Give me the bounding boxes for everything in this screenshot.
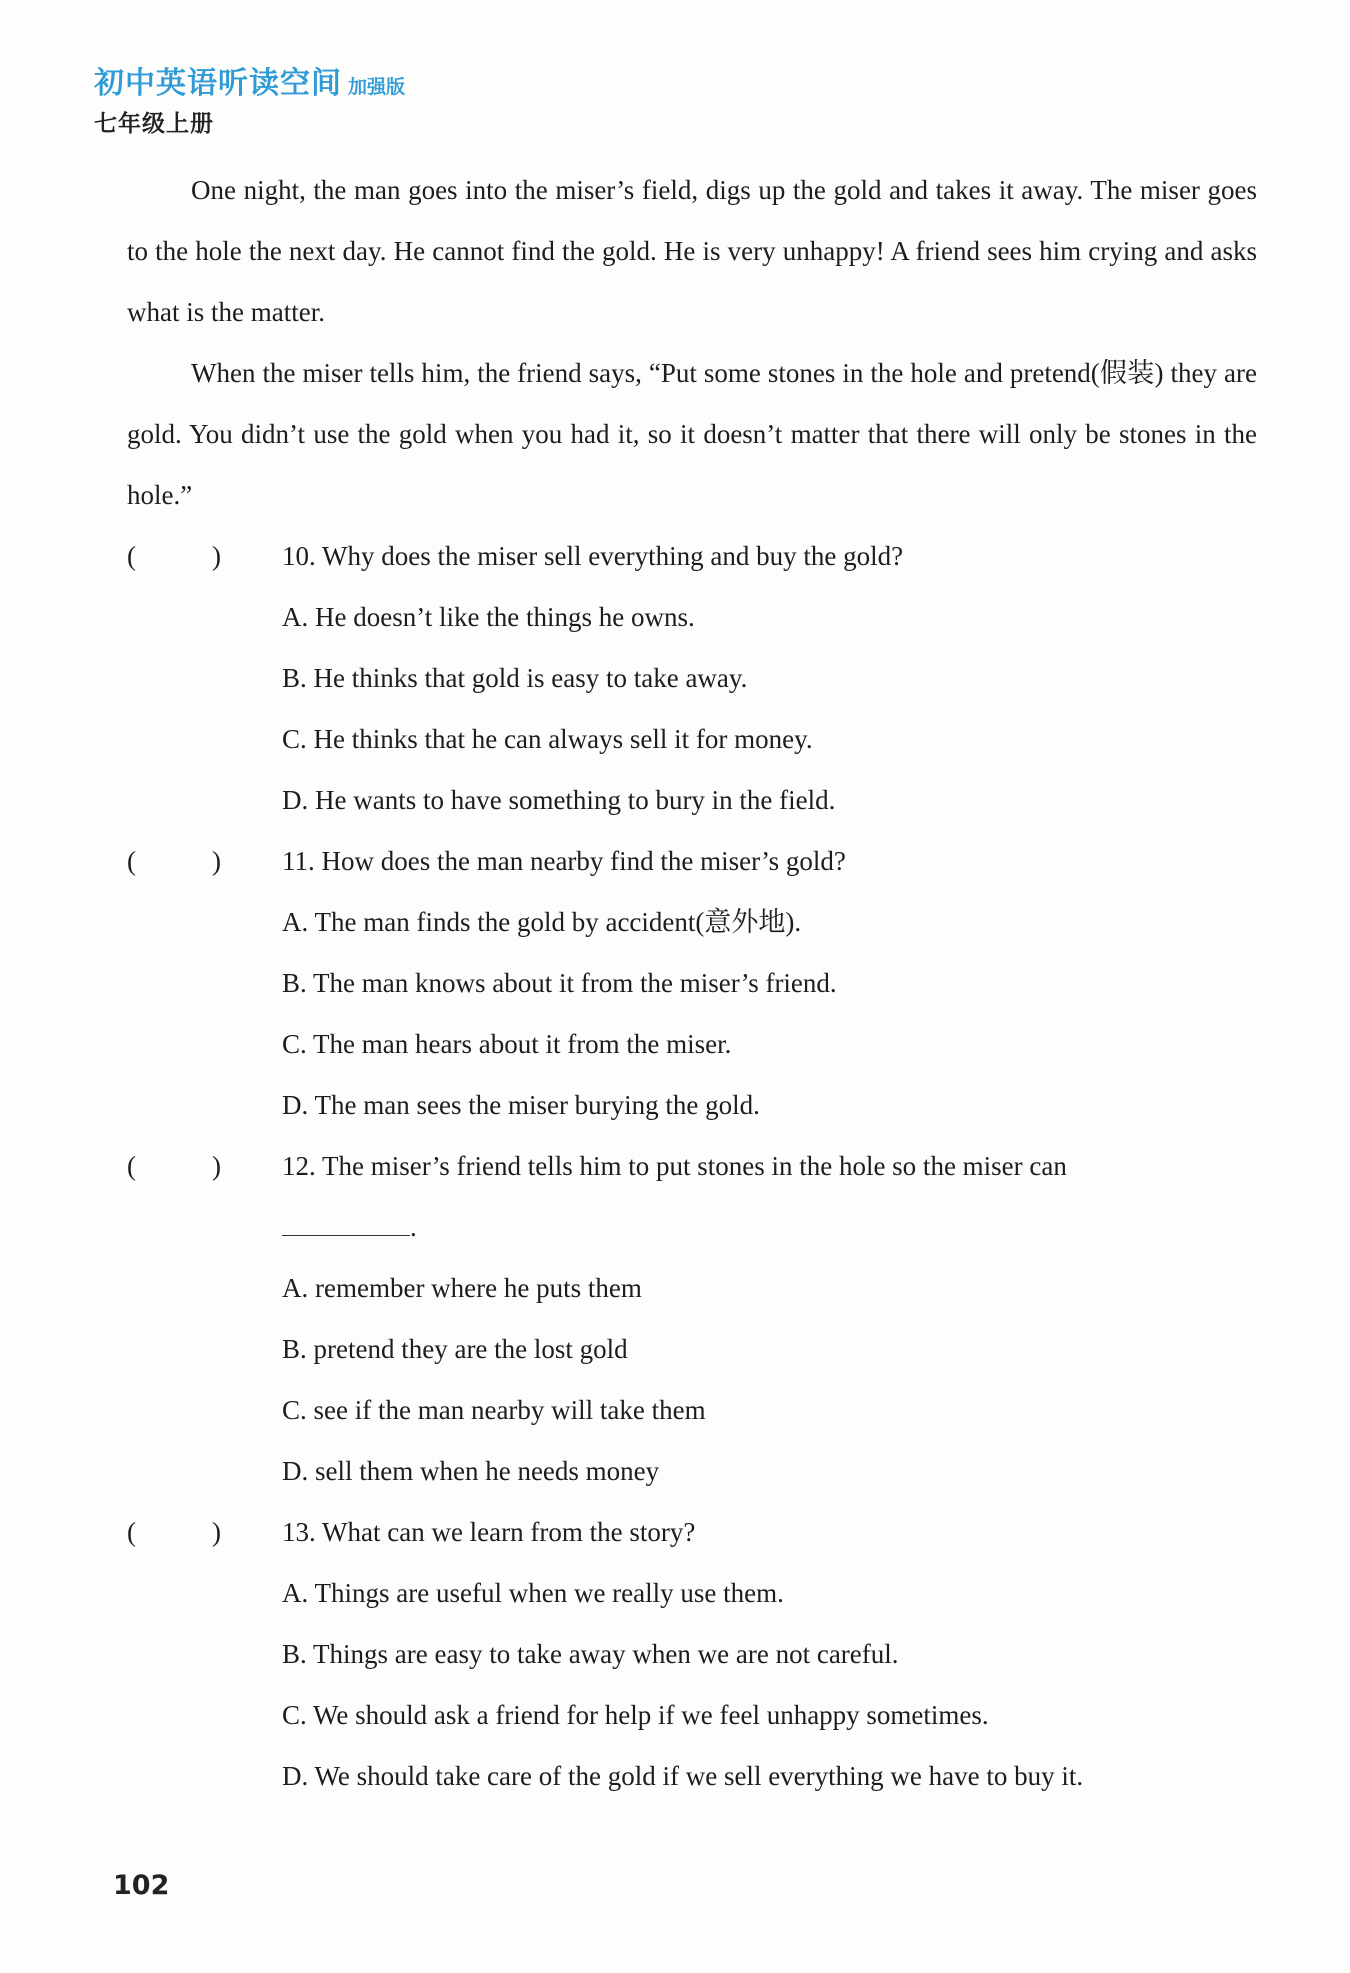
option: [127, 1746, 1257, 1807]
option-letter: D.: [282, 785, 309, 815]
option-letter: B.: [282, 663, 307, 693]
passage-paragraph: When the miser tells him, the friend says, “Put some stones in the hole and pretend(假装) they are gold. You didn’t use the gold when you had it, so it doesn’t matter that there will only be stones in the hole.”: [127, 358, 1257, 510]
option-letter: C.: [282, 1700, 307, 1730]
option-letter: A.: [282, 1273, 309, 1303]
option-text: pretend they are the lost gold: [313, 1334, 628, 1364]
option-letter: B.: [282, 1639, 307, 1669]
question-stem: Why does the miser sell everything and buy the gold?: [322, 541, 904, 571]
option: [127, 1258, 1257, 1319]
option-text: Things are easy to take away when we are not careful.: [313, 1639, 899, 1669]
option-text: The man knows about it from the miser’s friend.: [313, 968, 837, 998]
option: [127, 1319, 1257, 1380]
option: [127, 770, 1257, 831]
option-letter: A.: [282, 602, 309, 632]
option-text: He thinks that he can always sell it for money.: [313, 724, 813, 754]
book-title-text: 初中英语听读空间: [94, 66, 342, 101]
option-text: The man hears about it from the miser.: [313, 1029, 732, 1059]
question-number: 13.: [282, 1517, 316, 1547]
question-number: 12.: [282, 1151, 316, 1181]
question-stem: What can we learn from the story?: [322, 1517, 696, 1547]
question-stem: The miser’s friend tells him to put stones in the hole so the miser can: [322, 1151, 1067, 1181]
option-letter: D.: [282, 1090, 309, 1120]
edition-label: 加强版: [348, 76, 406, 98]
option-letter: D.: [282, 1456, 309, 1486]
option-letter: C.: [282, 724, 307, 754]
option-letter: C.: [282, 1029, 307, 1059]
option-text: remember where he puts them: [315, 1273, 642, 1303]
option-text: We should take care of the gold if we sell everything we have to buy it.: [314, 1761, 1084, 1791]
option-text: He thinks that gold is easy to take away.: [313, 663, 748, 693]
page-header: [94, 66, 405, 139]
passage-paragraph: One night, the man goes into the miser’s field, digs up the gold and takes it away. The miser goes to the hole the next day. He cannot find the gold. He is very unhappy! A friend sees him crying and asks what is the matter.: [127, 175, 1257, 327]
question-13: [127, 1502, 1257, 1563]
option-letter: C.: [282, 1395, 307, 1425]
option: [127, 1380, 1257, 1441]
page-content: [127, 160, 1257, 1807]
option: [127, 1624, 1257, 1685]
option-letter: A.: [282, 907, 309, 937]
option-text: see if the man nearby will take them: [313, 1395, 706, 1425]
question-11: [127, 831, 1257, 892]
question-stem: How does the man nearby find the miser’s gold?: [321, 846, 846, 876]
question-number: 10.: [282, 541, 316, 571]
option-text: He wants to have something to bury in the field.: [315, 785, 836, 815]
option: [127, 587, 1257, 648]
fill-blank-line[interactable]: [282, 1215, 410, 1236]
option: [127, 892, 1257, 953]
option-letter: A.: [282, 1578, 309, 1608]
option: [127, 953, 1257, 1014]
option: [127, 1014, 1257, 1075]
question-number: 11.: [282, 846, 315, 876]
option: [127, 1563, 1257, 1624]
book-title: [94, 66, 405, 105]
option: [127, 1685, 1257, 1746]
answer-bracket[interactable]: ( ): [127, 1151, 221, 1181]
option-text: The man finds the gold by accident(意外地).: [314, 907, 802, 937]
option-text: sell them when he needs money: [315, 1456, 660, 1486]
page-number: 102: [113, 1870, 170, 1901]
fill-blank-row: [127, 1197, 1257, 1258]
grade-label: 七年级上册: [94, 111, 214, 137]
option: [127, 709, 1257, 770]
option-text: He doesn’t like the things he owns.: [315, 602, 695, 632]
question-12: [127, 1136, 1257, 1197]
option-letter: D.: [282, 1761, 309, 1791]
option-text: The man sees the miser burying the gold.: [314, 1090, 760, 1120]
option: [127, 648, 1257, 709]
option-letter: B.: [282, 968, 307, 998]
option-text: We should ask a friend for help if we feel unhappy sometimes.: [313, 1700, 989, 1730]
blank-end-punctuation: .: [410, 1212, 417, 1242]
answer-bracket[interactable]: ( ): [127, 541, 221, 571]
option-text: Things are useful when we really use them.: [314, 1578, 784, 1608]
answer-bracket[interactable]: ( ): [127, 846, 221, 876]
option: [127, 1441, 1257, 1502]
question-10: [127, 526, 1257, 587]
answer-bracket[interactable]: ( ): [127, 1517, 221, 1547]
option-letter: B.: [282, 1334, 307, 1364]
option: [127, 1075, 1257, 1136]
